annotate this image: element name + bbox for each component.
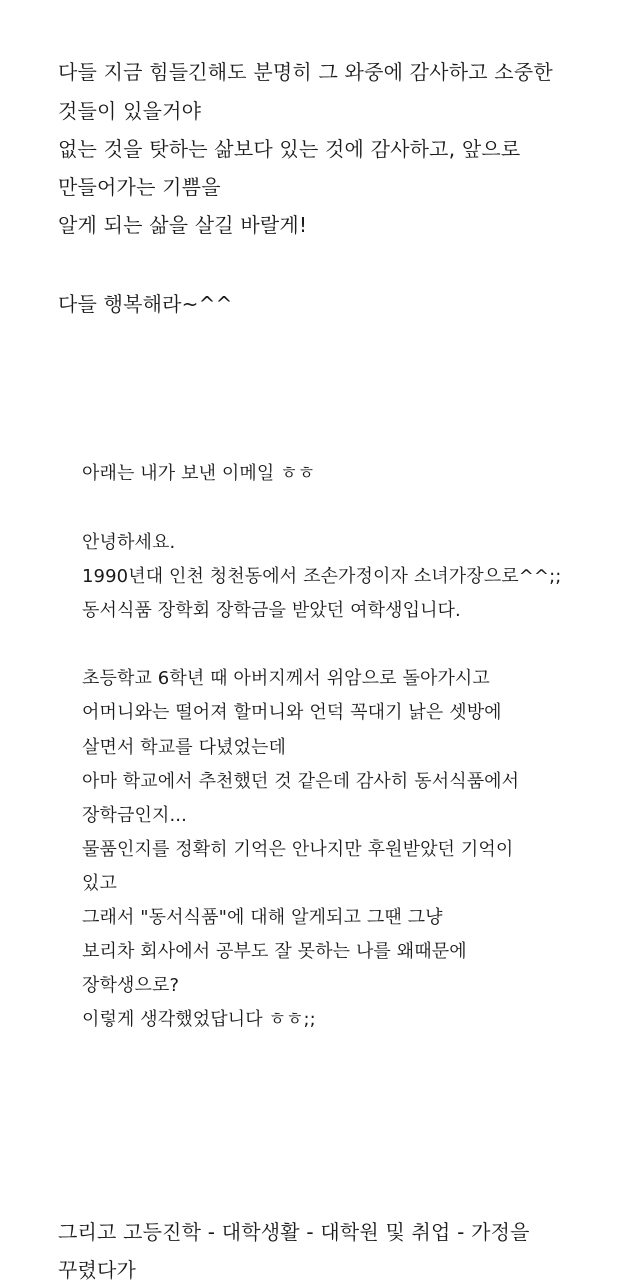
email-para2-line-8: 그래서 "동서식품"에 대해 알게되고 그땐 그냥 xyxy=(82,907,443,928)
bottom-line-2: 꾸렸다가 xyxy=(58,1258,137,1282)
bottom-line-1: 그리고 고등진학 - 대학생활 - 대학원 및 취업 - 가정을 xyxy=(58,1220,530,1244)
email-para2-line-9: 보리차 회사에서 공부도 잘 못하는 나를 왜때문에 xyxy=(82,941,467,962)
email-para2-line-1: 초등학교 6학년 때 아버지께서 위암으로 돌아가시고 xyxy=(82,668,490,689)
email-para2-line-7: 있고 xyxy=(82,873,117,894)
email-para2-line-2: 어머니와는 떨어져 할머니와 언덕 꼭대기 낡은 셋방에 xyxy=(82,702,502,723)
intro-line-2: 것들이 있을거야 xyxy=(58,99,202,123)
intro-closing: 다들 행복해라~^^ xyxy=(58,292,233,316)
email-para2-line-3: 살면서 학교를 다녔었는데 xyxy=(82,737,287,758)
intro-line-3: 없는 것을 탓하는 삶보다 있는 것에 감사하고, 앞으로 xyxy=(58,137,521,161)
email-para2-line-6: 물품인지를 정확히 기억은 안나지만 후원받았던 기억이 xyxy=(82,839,514,860)
email-heading: 아래는 내가 보낸 이메일 ㅎㅎ xyxy=(82,463,316,484)
email-para2-line-11: 이렇게 생각했었답니다 ㅎㅎ;; xyxy=(82,1009,316,1030)
intro-line-4: 만들어가는 기쁨을 xyxy=(58,175,221,199)
email-para2-line-5: 장학금인지... xyxy=(82,805,187,826)
intro-line-1: 다들 지금 힘들긴해도 분명히 그 와중에 감사하고 소중한 xyxy=(58,60,553,84)
email-para2-line-4: 아마 학교에서 추천했던 것 같은데 감사히 동서식품에서 xyxy=(82,771,520,792)
email-para1-line-1: 1990년대 인천 청천동에서 조손가정이자 소녀가장으로^^;; xyxy=(82,566,562,587)
email-para2-line-10: 장학생으로? xyxy=(82,975,180,996)
email-greeting: 안녕하세요. xyxy=(82,532,176,553)
intro-line-5: 알게 되는 삶을 살길 바랄게! xyxy=(58,213,308,237)
email-para1-line-2: 동서식품 장학회 장학금을 받았던 여학생입니다. xyxy=(82,600,461,621)
